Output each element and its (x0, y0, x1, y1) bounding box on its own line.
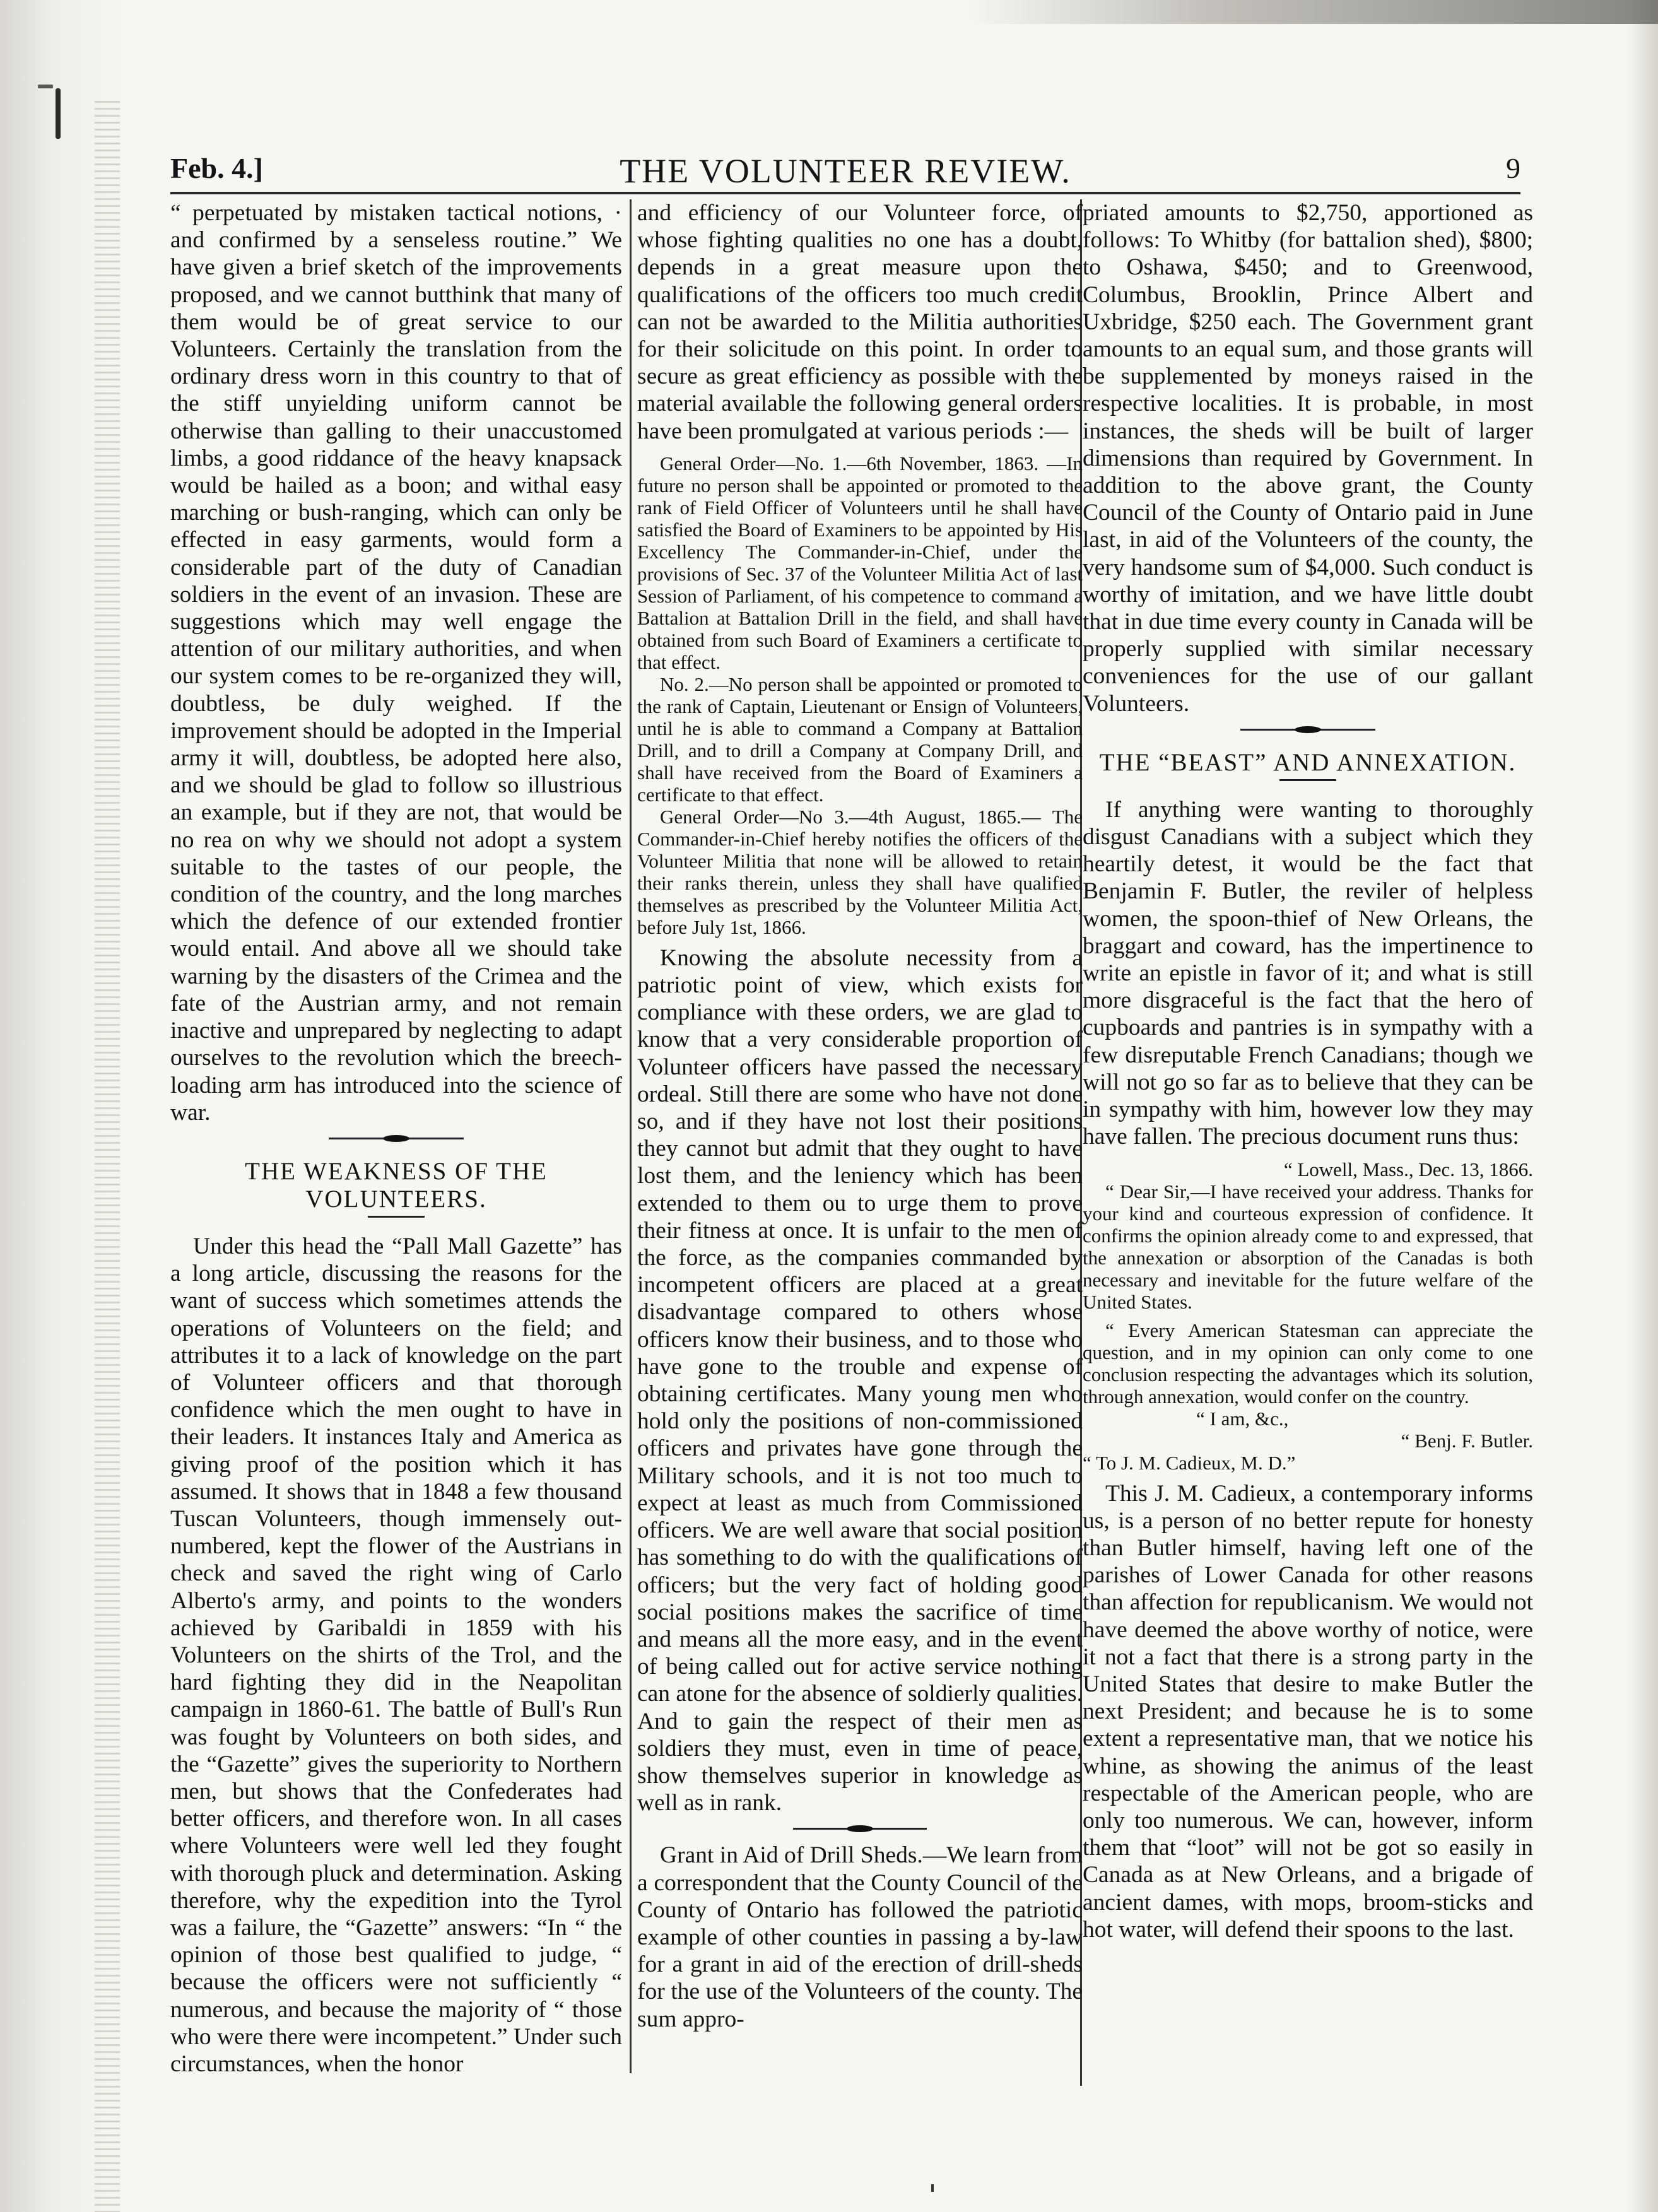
letter-paragraph: “ Dear Sir,—I have received your address. Thanks for your kind and courteous expression of confidence. It confirms the opinion already come to and expressed, that the annexation or absorption of the Canadas is both necessary and inevitable for the future welfare of the United States. (1083, 1180, 1533, 1313)
scan-left-margin (0, 0, 136, 2212)
column-2 (637, 199, 1083, 2033)
header-rule (170, 192, 1520, 194)
letter-addressee: “ To J. M. Cadieux, M. D.” (1083, 1451, 1296, 1474)
column-1 (170, 199, 622, 2078)
general-order-2: No. 2.—No person shall be appointed or promoted to the rank of Captain, Lieutenant or Ensign of Volunteers, until he is able to command a Company at Battalion Drill, and to drill a Company at Company Drill, and shall have received from the Board of Examiners a certificate to that effect. (637, 673, 1083, 806)
general-order-3: General Order—No 3.—4th August, 1865.— The Commander-in-Chief hereby notifies the officers of the Volunteer Militia that none will be allowed to retain their ranks therein, unless they shall have qualified themselves as prescribed by the Volunteer Militia Act, before July 1st, 1866. (637, 805, 1083, 938)
scan-mark (931, 2184, 934, 2192)
article-body: If anything were wanting to thoroughly disgust Canadians with a subject which they heartily detest, it would be the fact that Benjamin F. Butler, the reviler of helpless women, the spoon-thief of New Orleans, the braggart and coward, has the impertinence to write an epistle in favor of it; and what is still more disgraceful is the fact that the hero of cupboards and pantries is in sympathy with a few disreputable French Canadians; though we will not go so far as to believe that they can be in sympathy with him, however low they may have fallen. The precious document runs thus: (1083, 796, 1533, 1150)
article-body: Under this head the “Pall Mall Gazette” has a long article, discussing the reasons for the want of success which sometimes attends the operations of Volunteers on the field; and attributes it to a lack of knowledge on the part of Volunteer officers and that thorough confidence which the men ought to have in their leaders. It instances Italy and America as giving proof of the position which it has assumed. It shows that in 1848 a few thousand Tuscan Volunteers, though immensely out-numbered, kept the flower of the Austrians in check and saved the right wing of Carlo Alberto's army, and points to the wonders achieved by Garibaldi in 1859 with his Volunteers on the shirts of the Trol, and the hard fighting they did in the Neapolitan campaign in 1860-61. The battle of Bull's Run was fought by Volunteers on both sides, and the “Gazette” gives the superiority to Northern men, but shows that the Confederates had better officers, and therefore won. In all cases where Volunteers were well led they fought with thorough pluck and determination. Asking therefore, why the expedition into the Tyrol was a failure, the “Gazette” answers: “In “ the opinion of those best qualified to judge, “ because the officers were not sufficiently “ numerous, and because the majority of “ those who were there were incompetent.” Under such circumstances, when the honor (170, 1233, 622, 2077)
section-separator (637, 1816, 1083, 1842)
letter-signature: “ Benj. F. Butler. (1401, 1429, 1533, 1452)
headline-rule (368, 1216, 425, 1218)
article-body: Knowing the absolute necessity from a patriotic point of view, which exists for compliance with these orders, we are glad to know that a very considerable proportion of Volunteer officers have passed the necessary ordeal. Still there are some who have not done so, and if they have not lost their positions they cannot but admit that they ought to have lost them, and the leniency which has been extended to them ou to urge them to prove their fitness at once. It is unfair to the men of the force, as the companies commanded by incompetent officers are placed at a great disadvantage compared to others whose officers know their business, and to those who have gone to the trouble and expense of obtaining certificates. Many young men who hold only the positions of non-commissioned officers and privates have gone through the Military schools, and it is not too much to expect at least as much from Commissioned officers. We are well aware that social position has something to do with the qualifications of officers; but the very fact of holding good social positions makes the sacrifice of time and means all the more easy, and in the event of being called out for active service nothing can atone for the absence of soldierly qualities. And to gain the respect of their men as soldiers they must, even in time of peace, show themselves superior in knowledge as well as in rank. (637, 944, 1083, 1816)
general-order-1: General Order—No. 1.—6th November, 1863. —In future no person shall be appointed or promoted to the rank of Field Officer of Volunteers until he shall have satisfied the Board of Examiners to be appointed by His Excellency The Commander-in-Chief, under the provisions of Sec. 37 of the Volunteer Militia Act of last Session of Parliament, of his competence to command a Battalion at Battalion Drill in the field, and shall have obtained from such Board of Examiners a certificate to that effect. (637, 452, 1083, 673)
drill-sheds-item: Grant in Aid of Drill Sheds.—We learn from a correspondent that the County Council of the County of Ontario has followed the patriotic example of other counties in passing a by-law for a grant in aid of the erection of drill-sheds for the use of the Volunteers of the county. The sum appro- (637, 1842, 1083, 2032)
article-continuation: “ perpetuated by mistaken tactical notions, · and confirmed by a senseless routine.” We have given a brief sketch of the improvements proposed, and we cannot butthink that many of them would be of great service to our Volunteers. Certainly the translation from the ordinary dress worn in this country to that of the stiff unyielding uniform cannot be otherwise than galling to their unaccustomed limbs, a good riddance of the heavy knapsack would be hailed as a boon; and withal easy marching or bush-ranging, which can only be effected in easy garments, would form a considerable part of the duty of Canadian soldiers in the event of an invasion. These are suggestions which may well engage the attention of our military authorities, and when our system comes to be re-organized they will, doubtless, be duly weighed. If the improvement should be adopted in the Imperial army it will, doubtless, be adopted here also, and we should be glad to follow so illustrious an example, but if they are not, that would be no rea on why we should not adopt a system suitable to the tastes of our people, the condition of the country, and the long marches which the defence of our extended frontier would entail. And above all we should take warning by the disasters of the Crimea and the fate of the Austrian army, and not remain inactive and unprepared by neglecting to adapt ourselves to the revolution which the breech-loading arm has introduced into the science of war. (170, 200, 622, 1126)
issue-date: Feb. 4.] (170, 152, 263, 184)
scan-mark (56, 88, 61, 139)
scan-top-smudge (965, 0, 1658, 24)
section-separator (1083, 717, 1533, 743)
binding-stripe (95, 101, 120, 2212)
publication-title: THE VOLUNTEER REVIEW. (620, 152, 1071, 190)
headline-rule (1279, 779, 1336, 781)
section-separator (170, 1126, 622, 1151)
letter-closing: “ I am, &c., (1196, 1407, 1289, 1430)
letter-dateline: “ Lowell, Mass., Dec. 13, 1866. (1283, 1158, 1533, 1180)
column-3 (1083, 199, 1533, 1943)
drill-sheds-continuation: priated amounts to $2,750, apportioned as follows: To Whitby (for battalion shed), $800; to Oshawa, $450; and to Greenwood, Columbus, Brooklin, Prince Albert and Uxbridge, $250 each. The Government grant amounts to an equal sum, and those grants will be supplemented by moneys raised in the respective localities. It is probable, in most instances, the sheds will be built of larger dimensions than required by Government. In addition to the above grant, the County Council of the County of Ontario paid in June last, in aid of the Volunteers of the county, the very handsome sum of $4,000. Such conduct is worthy of imitation, and we have little doubt that in due time every county in Canada will be properly supplied with similar necessary conveniences for the use of our gallant Volunteers. (1083, 200, 1533, 717)
page-header (170, 151, 1520, 196)
article-continuation: and efficiency of our Volunteer force, of whose fighting qualities no one has a doubt, depends in a great measure upon the qualifications of the officers too much credit can not be awarded to the Militia authorities for their solicitude on this point. In order to secure as great efficiency as possible with the material available the following general orders have been promulgated at various periods :— (637, 200, 1083, 444)
article-body: This J. M. Cadieux, a contemporary informs us, is a person of no better repute for honesty than Butler himself, having left one of the parishes of Lower Canada for other reasons than affection for republicanism. We would not have deemed the above worthy of notice, were it not a fact that there is a strong party in the United States that desire to make Butler the next President; and because he is to some extent a representative man, that we notice his whine, as showing the animus of the least respectable of the American people, who are only too numerous. We can, however, inform them that “loot” will not be got so easily in Canada as at New Orleans, and a brigade of ancient dames, with mops, broom-sticks and hot water, will defend their spoons to the last. (1083, 1480, 1533, 1943)
column-divider (630, 199, 632, 2073)
scan-mark (38, 85, 53, 88)
letter-paragraph: “ Every American Statesman can appreciate the question, and in my opinion can only come to one conclusion respecting the advantages which its solution, through annexation, would confer on the country. (1083, 1319, 1533, 1408)
scan-right-margin (1626, 0, 1658, 2212)
article-headline: THE WEAKNESS OF THE VOLUNTEERS. (245, 1157, 548, 1213)
page-number: 9 (1506, 152, 1520, 184)
article-headline: THE “BEAST” AND ANNEXATION. (1099, 748, 1517, 776)
